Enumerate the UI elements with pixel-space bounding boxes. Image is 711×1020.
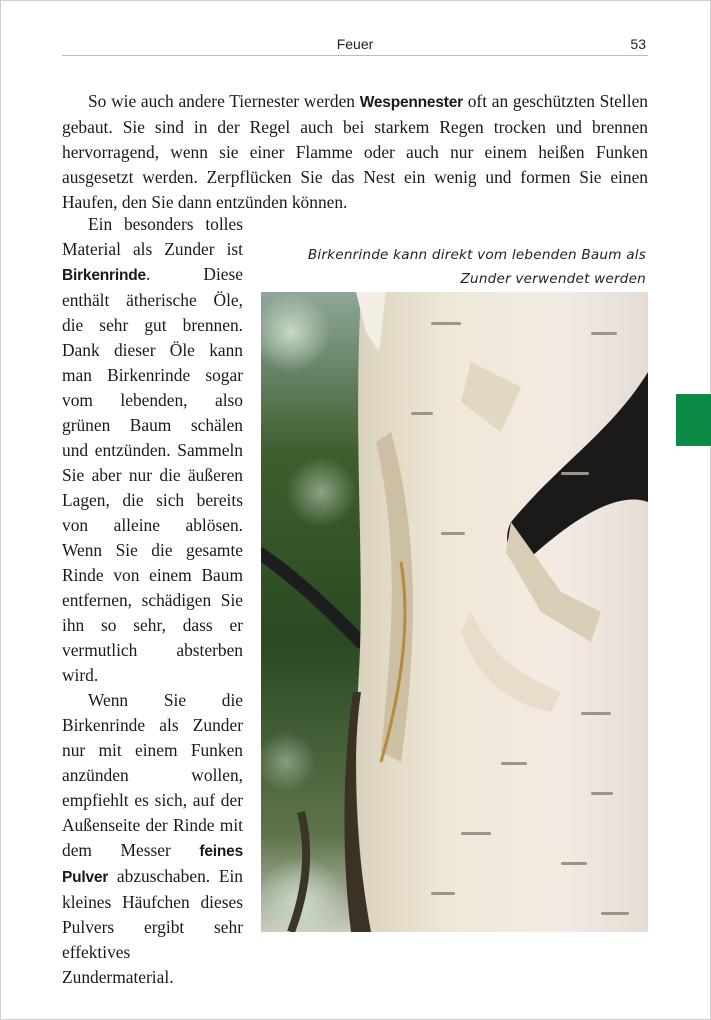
paragraph-text: Wenn Sie die Birkenrinde als Zunder nur mit einem Funken anzünden wollen, empfiehlt es sich, auf der Außenseite der Rinde mit dem Messer	[62, 690, 243, 860]
running-header	[62, 34, 648, 54]
photo-caption: Birkenrinde kann direkt vom lebenden Baum als Zunder verwendet werden	[307, 247, 646, 287]
paragraph-text: oft an geschützten Stellen gebaut. Sie sind in der Regel auch bei starkem Regen trocken und brennen hervorragend, wenn sie einer Flamme oder auch nur einem heißen Funken ausgesetzt werden. Zerpflücken Sie das Nest ein wenig und formen Sie einen Haufen, den Sie dann entzünden können.	[62, 91, 648, 212]
paragraph-wespennester	[62, 89, 648, 215]
section-title: Feuer	[336, 36, 374, 52]
text-column	[62, 212, 243, 990]
paragraph-pulver	[62, 688, 243, 990]
keyword-wespennester: Wespennester	[359, 94, 463, 111]
page-number: 53	[630, 36, 646, 52]
birch-bark-photo	[261, 292, 648, 932]
paragraph-text: Ein besonders tolles Material als Zunder ist	[62, 214, 243, 259]
header-rule	[62, 55, 648, 56]
chapter-tab-marker	[676, 394, 711, 446]
keyword-feines-pulver: feines Pulver	[62, 843, 243, 886]
paragraph-birkenrinde	[62, 212, 243, 688]
keyword-birkenrinde: Birkenrinde	[62, 267, 146, 284]
paragraph-text: abzuschaben. Ein kleines Häufchen dieses Pulvers ergibt sehr effektives Zundermaterial.	[62, 866, 243, 987]
paragraph-text: So wie auch andere Tiernester werden	[88, 91, 360, 111]
paragraph-text: . Diese enthält ätherische Öle, die sehr gut brennen. Dank dieser Öle kann man Birkenrinde sogar vom lebenden, also grünen Baum schälen und entzünden. Sammeln Sie aber nur die äußeren Lagen, die sich bereits von alleine ablösen. Wenn Sie die gesamte Rinde von einem Baum entfernen, schädigen Sie ihn so sehr, dass er vermutlich absterben wird.	[62, 264, 243, 685]
